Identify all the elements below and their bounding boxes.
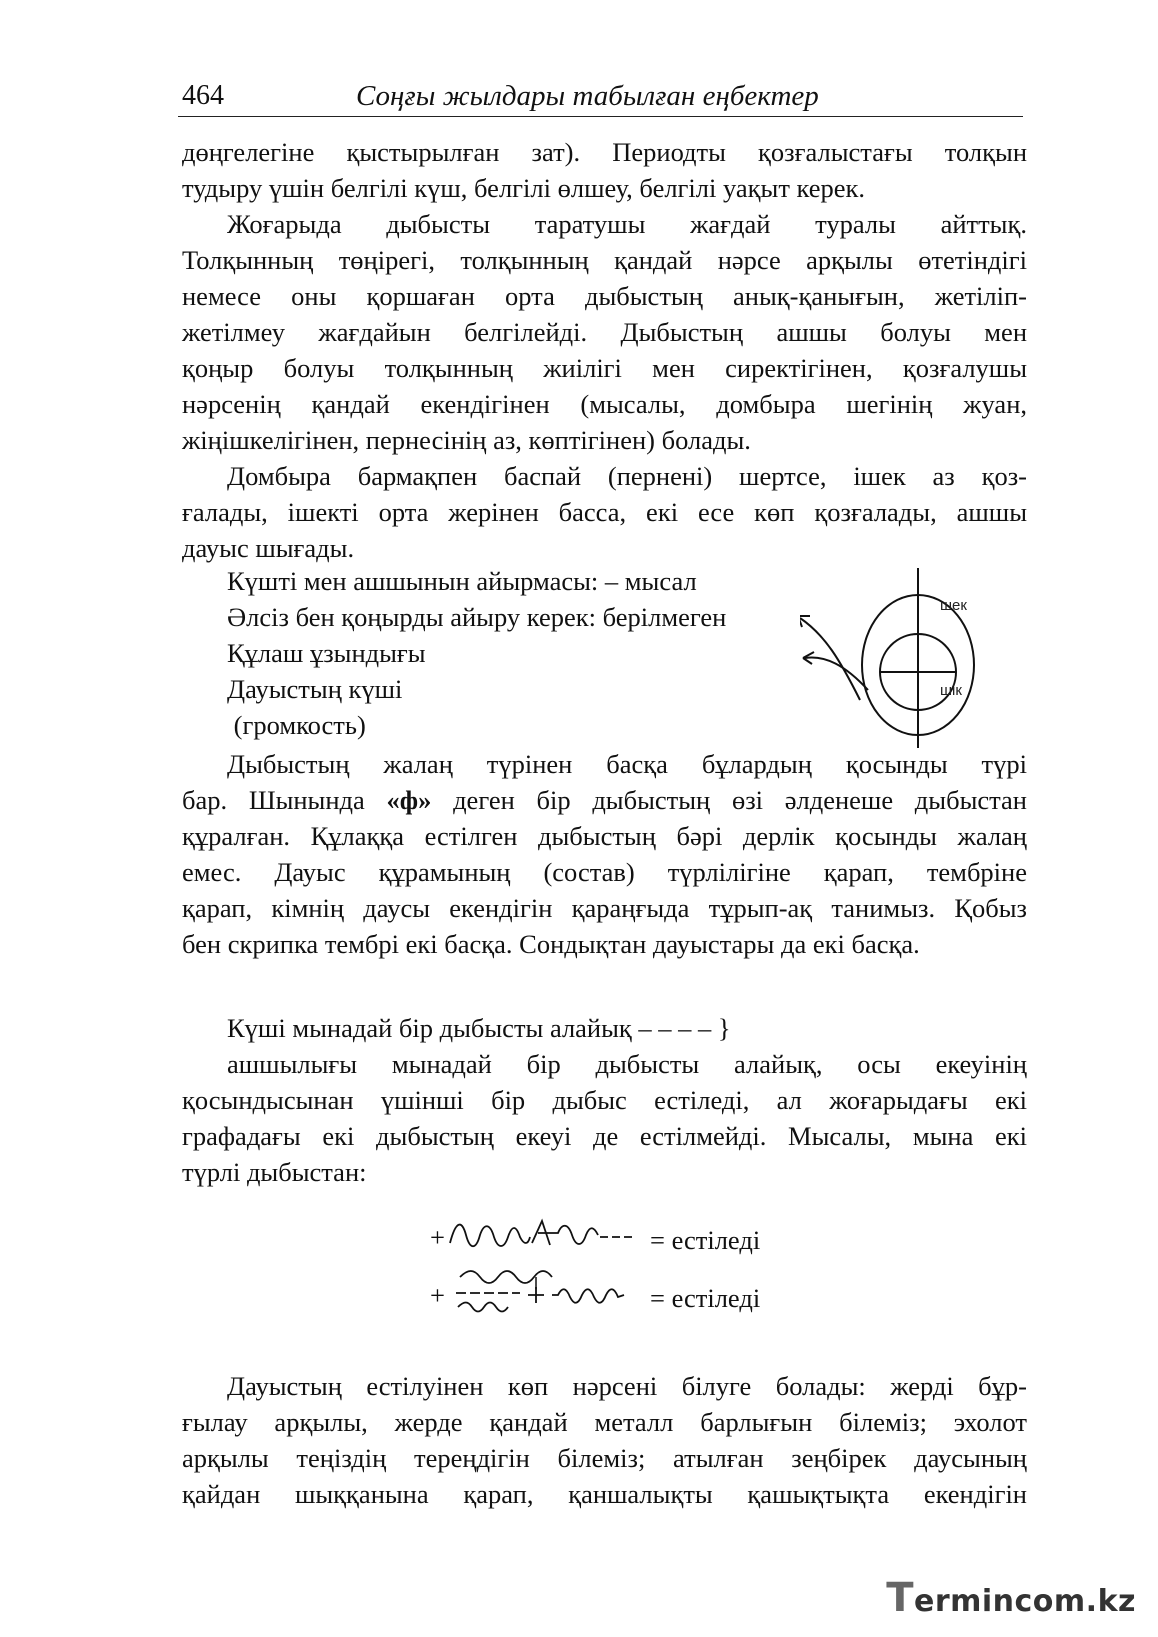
formula-1-plus: + [430,1222,445,1252]
text-line: Домбыра бармақпен баспай (пернені) шертсе, ішек аз қоз- [227,461,1027,491]
text-fragment: деген бір дыбыстың өзі әлденеше дыбыстан [431,785,1027,815]
label-shik: шік [940,682,962,699]
formula-2-result: = естіледі [650,1283,761,1313]
paragraph-3 [182,458,1027,566]
text-line: нәрсенің қандай екендігінен (мысалы, домбыра шегінің жуан, [182,389,1027,419]
text-fragment: бар. Шынында [182,785,387,815]
text-line: жіңішкелігінен, пернесінің аз, көптігінен) болады. [182,425,751,455]
text-line: Дауыстың естілуінен көп нәрсені білуге болады: жерді бұр- [227,1371,1027,1401]
running-title: Соңғы жылдары табылған еңбектер [356,80,819,112]
list-line: Дауыстың күші [227,674,403,704]
text-line: қарап, кімнің даусы екендігін қараңғыда тұрып-ақ танимыз. Қобыз [182,893,1027,923]
wave-sketch-1 [448,1215,638,1255]
formula-1-result: = естіледі [650,1225,761,1255]
text-line: бен скрипка тембрі екі басқа. Сондықтан дауыстары да екі басқа. [182,929,920,959]
text-line: емес. Дауыс құрамының (состав) түрлілігіне қарап, тембріне [182,857,1027,887]
string-vibration-diagram [800,560,1020,750]
watermark-initial: T [886,1575,914,1621]
curved-arrow-bottom [805,657,868,690]
list-line: Әлсіз бен қоңырды айыру керек: берілмеген [227,602,727,632]
text-line: ғалады, ішекті орта жерінен басса, екі есе көп қозғалады, ашшы [182,497,1027,527]
label-shek: шек [940,597,967,614]
text-line: құралған. Құлаққа естілген дыбыстың бәрі дерлік қосынды жалаң [182,821,1027,851]
list-line: Күшті мен ашшынын айырмасы: – мысал [227,566,697,596]
paragraph-5 [182,1010,1027,1190]
watermark-logo [886,1575,1136,1621]
text-line: қоңыр болуы толқынның жиілігі мен сиректігінен, қозғалушы [182,353,1027,383]
text-line: қосындысынан үшінші бір дыбыс естіледі, ал жоғарыдағы екі [182,1085,1027,1115]
wave-sketch-2 [448,1265,638,1325]
text-line: түрлі дыбыстан: [182,1157,367,1187]
watermark-text: ermincom.kz [913,1584,1136,1619]
text-line: графадағы екі дыбыстың екеуі де естілмейді. Мысалы, мына екі [182,1121,1027,1151]
text-line: дөңгелегіне қыстырылған зат). Периодты қозғалыстағы толқын [182,137,1027,167]
text-line: ғылау арқылы, жерде қандай металл барлығын білеміз; эхолот [182,1407,1027,1437]
running-header [178,78,1023,117]
text-line: ашшылығы мынадай бір дыбысты алайық, осы екеуінің [227,1049,1027,1079]
paragraph-6 [182,1368,1027,1512]
text-line [182,782,1027,818]
text-line: Дыбыстың жалаң түрінен басқа бұлардың қосынды түрі [227,749,1027,779]
text-line: немесе оны қоршаған орта дыбыстың анық-қанығын, жетіліп- [182,281,1027,311]
list-line: Құлаш ұзындығы [227,638,426,668]
text-line: дауыс шығады. [182,533,355,563]
text-line: Күші мынадай бір дыбысты алайық – – – – } [227,1013,731,1043]
curved-arrow-top [800,618,860,700]
text-line: тудыру үшін белгілі күш, белгілі өлшеу, белгілі уақыт керек. [182,173,866,203]
page-number: 464 [182,80,224,111]
formula-2-plus: + [430,1280,445,1310]
text-line: қайдан шыққанына қарап, қаншалықты қашықтықта екендігін [182,1479,1027,1509]
text-line: Жоғарыда дыбысты таратушы жағдай туралы айттық. [227,209,1027,239]
paragraph-4 [182,746,1027,962]
text-line: арқылы теңіздің тереңдігін білеміз; атылған зеңбірек даусының [182,1443,1027,1473]
paragraph-1 [182,134,1027,206]
text-line: Толқынның төңірегі, толқынның қандай нәрсе арқылы өтетіндігі [182,245,1027,275]
list-line: (громкость) [227,710,366,740]
bold-letter: «ф» [386,785,432,815]
paragraph-2 [182,206,1027,458]
text-line: жетілмеу жағдайын белгілейді. Дыбыстың ашшы болуы мен [182,317,1027,347]
